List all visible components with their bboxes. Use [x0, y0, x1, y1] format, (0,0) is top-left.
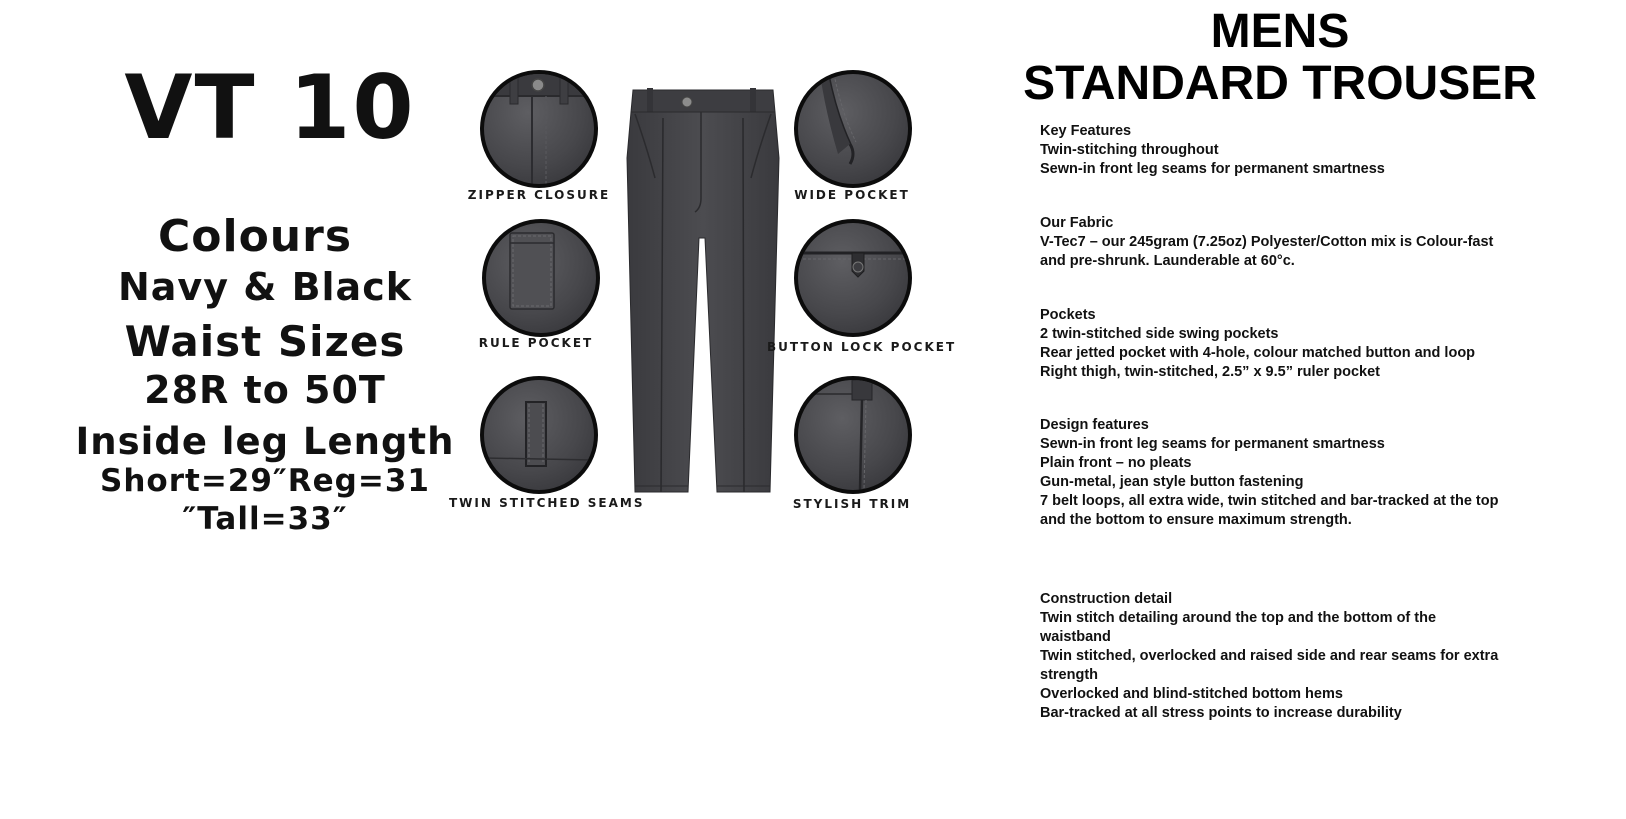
wide-pocket-icon — [798, 74, 908, 184]
section-line: Sewn-in front leg seams for permanent smartness — [1040, 161, 1385, 177]
colours-heading: Colours — [157, 211, 353, 262]
title-line-2: STANDARD TROUSER — [1023, 57, 1537, 110]
section-line: V-Tec7 – our 245gram (7.25oz) Polyester/Cotton mix is Colour-fast and pre-shrunk. Launderable at 60°c. — [1040, 234, 1494, 269]
inside-leg-heading: Inside leg Length — [75, 420, 455, 463]
section-line: Right thigh, twin-stitched, 2.5” x 9.5” ruler pocket — [1040, 364, 1380, 380]
detail-label-stylish-trim: STYLISH TRIM — [792, 497, 912, 511]
zipper-closure-icon — [484, 74, 594, 184]
detail-label-button-lock-pocket: BUTTON LOCK POCKET — [767, 340, 957, 354]
waist-sizes-value: 28R to 50T — [144, 368, 386, 412]
section-line: Twin stitched, overlocked and raised side and rear seams for extra strength — [1040, 648, 1499, 683]
spec-section-our-fabric — [1040, 214, 1510, 271]
inside-leg-value-line2: ″Tall=33″ — [182, 501, 348, 537]
button-lock-pocket-icon — [798, 223, 908, 333]
section-heading: Key Features — [1040, 123, 1132, 139]
section-line: 7 belt loops, all extra wide, twin stitched and bar-tracked at the top and the bottom to ensure maximum strength. — [1040, 493, 1499, 528]
section-line: Overlocked and blind-stitched bottom hems — [1040, 686, 1343, 702]
detail-label-zipper-closure: ZIPPER CLOSURE — [467, 188, 611, 202]
section-line: 2 twin-stitched side swing pockets — [1040, 326, 1279, 342]
section-heading: Design features — [1040, 417, 1149, 433]
trouser-image — [625, 88, 780, 520]
twin-stitched-seams-detail-image — [480, 376, 598, 494]
spec-section-construction-detail — [1040, 590, 1510, 723]
spec-section-pockets — [1040, 306, 1510, 382]
wide-pocket-detail-image — [794, 70, 912, 188]
stylish-trim-icon — [798, 380, 908, 490]
section-line: Plain front – no pleats — [1040, 455, 1192, 471]
detail-label-twin-stitched-seams: TWIN STITCHED SEAMS — [449, 496, 645, 510]
rule-pocket-icon — [486, 223, 596, 333]
page-title — [1000, 6, 1560, 110]
zipper-closure-detail-image — [480, 70, 598, 188]
inside-leg-value-line1: Short=29″Reg=31 — [100, 463, 430, 499]
section-line: Rear jetted pocket with 4-hole, colour matched button and loop — [1040, 345, 1476, 361]
spec-section-key-features — [1040, 122, 1510, 179]
spec-section-design-features — [1040, 416, 1510, 530]
section-line: Twin stitch detailing around the top and the bottom of the waistband — [1040, 610, 1437, 645]
section-line: Sewn-in front leg seams for permanent smartness — [1040, 436, 1385, 452]
section-line: Bar-tracked at all stress points to increase durability — [1040, 705, 1402, 721]
button-lock-pocket-detail-image — [794, 219, 912, 337]
product-code: VT 10 — [124, 56, 416, 159]
stylish-trim-detail-image — [794, 376, 912, 494]
section-line: Twin-stitching throughout — [1040, 142, 1219, 158]
rule-pocket-detail-image — [482, 219, 600, 337]
section-line: Gun-metal, jean style button fastening — [1040, 474, 1304, 490]
detail-label-wide-pocket: WIDE POCKET — [794, 188, 910, 202]
section-heading: Construction detail — [1040, 591, 1173, 607]
detail-label-rule-pocket: RULE POCKET — [478, 336, 594, 350]
section-heading: Pockets — [1040, 307, 1096, 323]
section-heading: Our Fabric — [1040, 215, 1114, 231]
title-line-1: MENS — [1210, 5, 1350, 58]
colours-value: Navy & Black — [117, 265, 412, 309]
twin-stitched-seams-icon — [484, 380, 594, 490]
waist-sizes-heading: Waist Sizes — [124, 317, 406, 366]
